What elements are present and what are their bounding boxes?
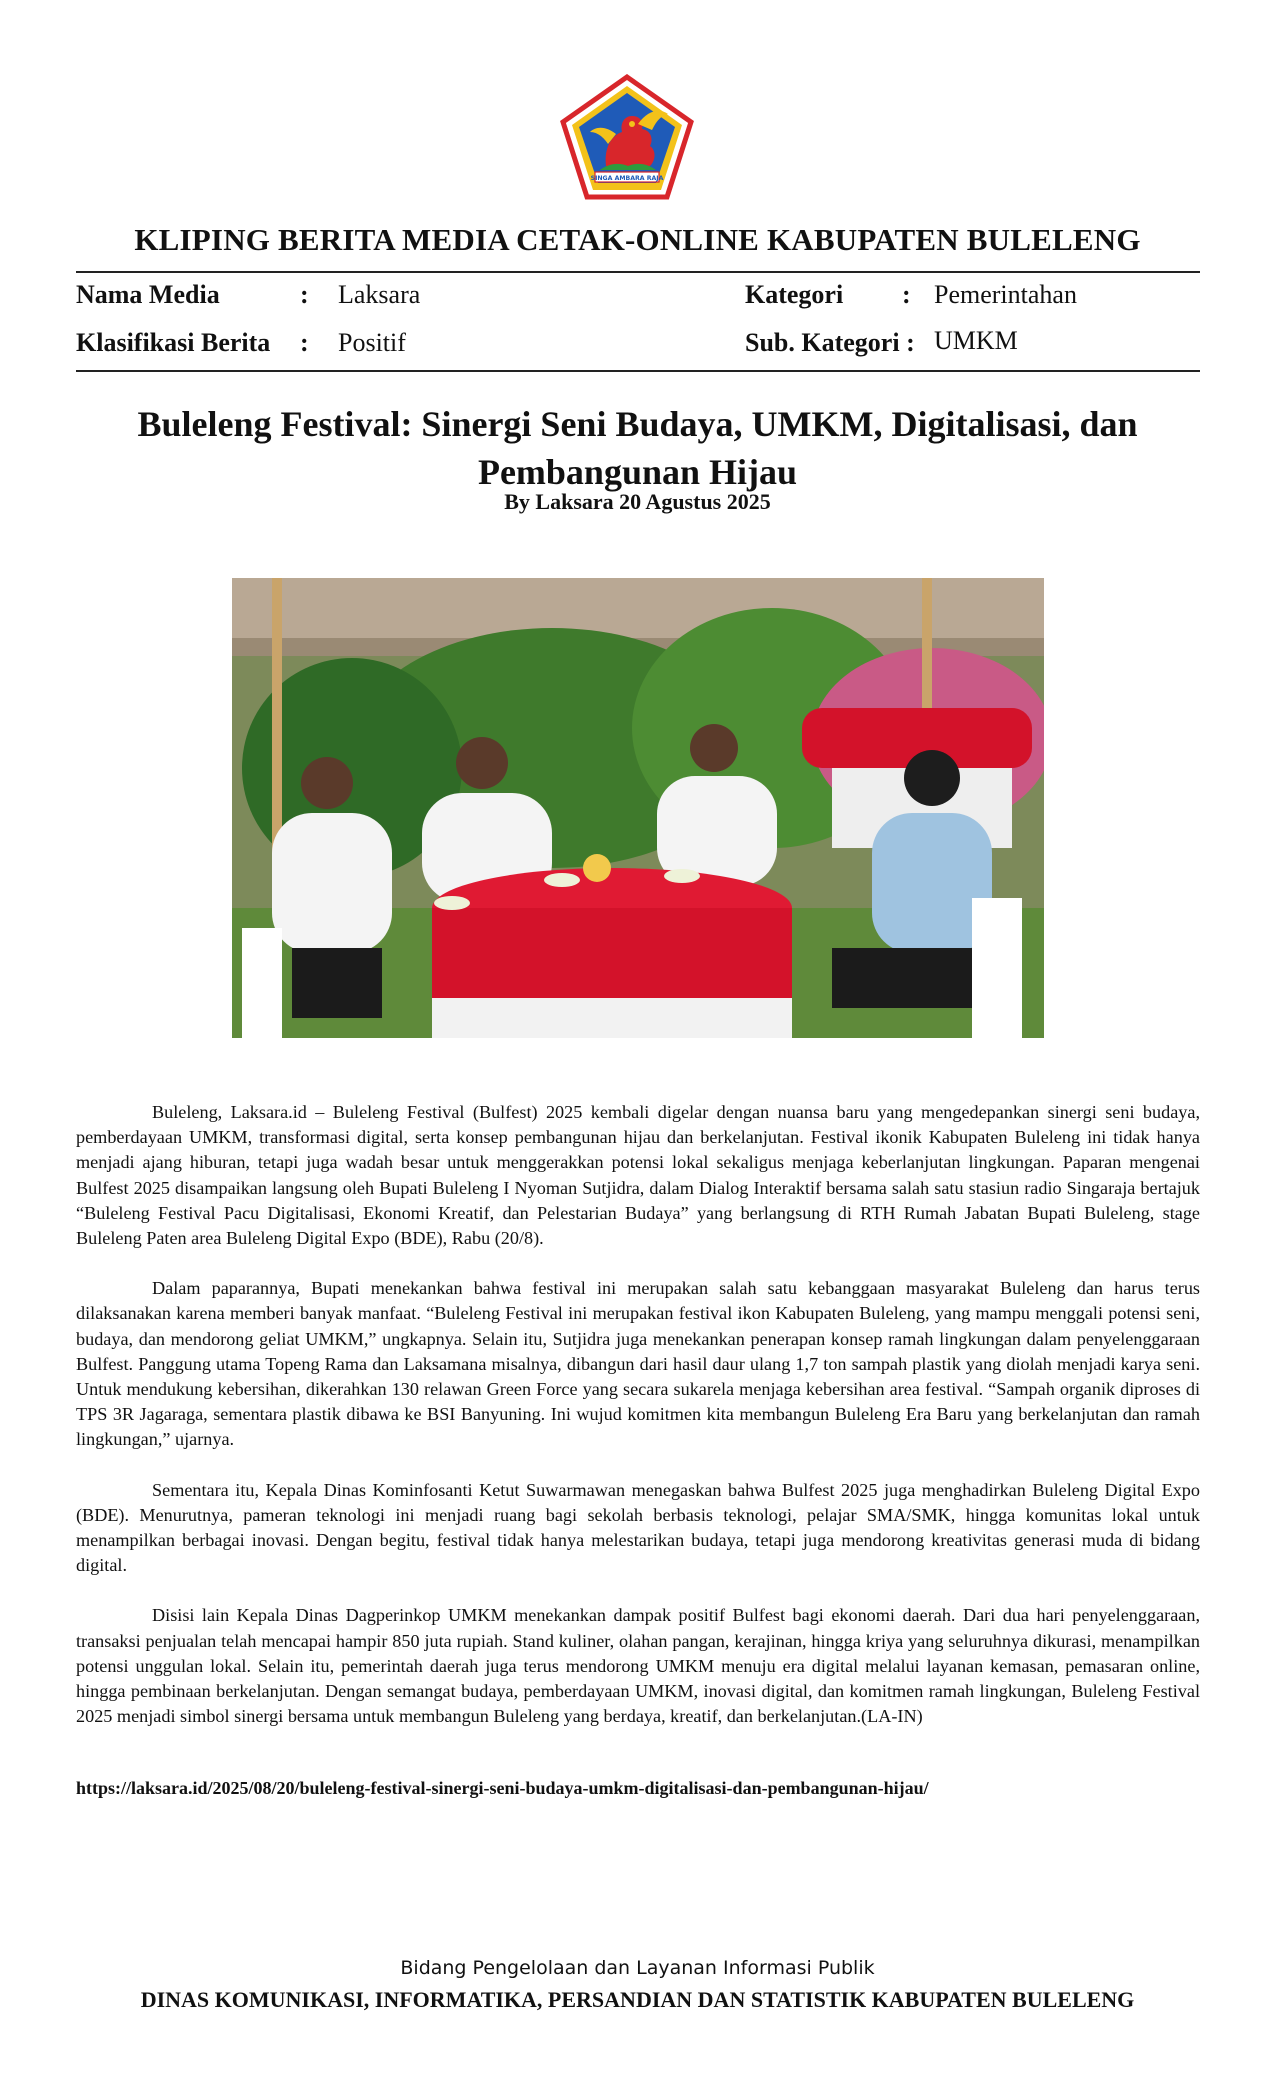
article-paragraph: Disisi lain Kepala Dinas Dagperinkop UMKM menekankan dampak positif Bulfest bagi ekonomi daerah. Dari dua hari penyelenggaraan, transaksi penjualan telah mencapai hampir 850 juta rupiah. Stand kuliner, olahan pangan, kerajinan, hingga kriya yang seluruhnya dikurasi, menampilkan potensi unggulan lokal. Selain itu, pemerintah daerah juga terus mendorong UMKM menuju era digital melalui layanan kemasan, pemasaran online, hingga pembinaan berkelanjutan. Dengan semangat budaya, pemberdayaan UMKM, inovasi digital, dan komitmen ramah lingkungan, Buleleng Festival 2025 menjadi simbol sinergi bersama untuk membangun Buleleng yang berdaya, kreatif, dan berkelanjutan.(LA-IN) — [76, 1605, 1200, 1727]
klasifikasi-berita-colon: : — [300, 328, 309, 357]
sub-kategori-value: UMKM — [934, 326, 1018, 355]
kategori-value: Pemerintahan — [934, 280, 1077, 309]
klasifikasi-berita-value: Positif — [338, 328, 406, 357]
klasifikasi-berita-label: Klasifikasi Berita — [76, 328, 271, 357]
clipping-header-title: KLIPING BERITA MEDIA CETAK-ONLINE KABUPATEN BULELENG — [134, 222, 1141, 257]
nama-media-value: Laksara — [338, 280, 421, 309]
sub-kategori-label: Sub. Kategori : — [745, 328, 915, 357]
article-byline: By Laksara 20 Agustus 2025 — [504, 489, 771, 514]
kategori-label: Kategori — [745, 280, 844, 309]
nama-media-label: Nama Media — [76, 280, 220, 309]
emblem-motto: SINGA AMBARA RAJA — [590, 175, 664, 182]
header-rule-top — [76, 271, 1200, 273]
footer-agency: DINAS KOMUNIKASI, INFORMATIKA, PERSANDIAN DAN STATISTIK KABUPATEN BULELENG — [140, 1987, 1135, 2012]
dialog-scene-image — [232, 578, 1044, 1038]
article-paragraph: Buleleng, Laksara.id – Buleleng Festival (Bulfest) 2025 kembali digelar dengan nuansa baru yang mengedepankan sinergi seni budaya, pemberdayaan UMKM, transformasi digital, serta konsep pembangunan hijau dan berkelanjutan. Festival ikonik Kabupaten Buleleng ini tidak hanya menjadi ajang hiburan, tetapi juga wadah besar untuk menggerakkan potensi lokal sekaligus menjaga keberlanjutan lingkungan. Paparan mengenai Bulfest 2025 disampaikan langsung oleh Bupati Buleleng I Nyoman Sutjidra, dalam Dialog Interaktif bersama salah satu stasiun radio Singaraja bertajuk “Buleleng Festival Pacu Digitalisasi, Ekonomi Kreatif, dan Pelestarian Budaya” yang berlangsung di RTH Rumah Jabatan Bupati Buleleng, stage Buleleng Paten area Buleleng Digital Expo (BDE), Rabu (20/8). — [76, 1102, 1200, 1249]
source-url-link[interactable]: https://laksara.id/2025/08/20/buleleng-festival-sinergi-seni-budaya-umkm-digitalisasi-dan-pembangunan-hijau/ — [76, 1778, 929, 1798]
article-photo — [232, 578, 1044, 1038]
buleleng-emblem-logo — [560, 74, 694, 200]
kategori-colon: : — [902, 280, 911, 309]
article-paragraph: Dalam paparannya, Bupati menekankan bahwa festival ini merupakan salah satu kebanggaan masyarakat Buleleng dan harus terus dilaksanakan karena memberi banyak manfaat. “Buleleng Festival ini merupakan festival ikon Kabupaten Buleleng, yang mampu menggali potensi seni, budaya, dan mendorong geliat UMKM,” ungkapnya. Selain itu, Sutjidra juga menekankan penerapan konsep ramah lingkungan dalam penyelenggaraan Bulfest. Panggung utama Topeng Rama dan Laksamana misalnya, dibangun dari hasil daur ulang 1,7 ton sampah plastik yang diolah menjadi karya seni. Untuk mendukung kebersihan, dikerahkan 130 relawan Green Force yang secara sukarela menjaga kebersihan area festival. “Sampah organik diproses di TPS 3R Jagaraga, sementara plastik dibawa ke BSI Banyuning. Ini wujud komitmen kita membangun Buleleng Era Baru yang berkelanjutan dan ramah lingkungan,” ujarnya. — [76, 1278, 1200, 1450]
article-body — [76, 1100, 1200, 1754]
header-rule-bottom — [76, 370, 1200, 372]
nama-media-colon: : — [300, 280, 309, 309]
footer-division: Bidang Pengelolaan dan Layanan Informasi Publik — [400, 1957, 875, 1979]
emblem-icon — [560, 74, 694, 200]
article-title: Buleleng Festival: Sinergi Seni Budaya, UMKM, Digitalisasi, dan Pembangunan Hijau — [137, 404, 1138, 492]
article-paragraph: Sementara itu, Kepala Dinas Kominfosanti Ketut Suwarmawan menegaskan bahwa Bulfest 2025 juga menghadirkan Buleleng Digital Expo (BDE). Menurutnya, pameran teknologi ini menjadi ruang bagi sekolah berbasis teknologi, pelajar SMA/SMK, hingga komunitas lokal untuk menampilkan berbagai inovasi. Dengan begitu, festival tidak hanya melestarikan budaya, tetapi juga mendorong kreativitas generasi muda di bidang digital. — [76, 1479, 1200, 1576]
